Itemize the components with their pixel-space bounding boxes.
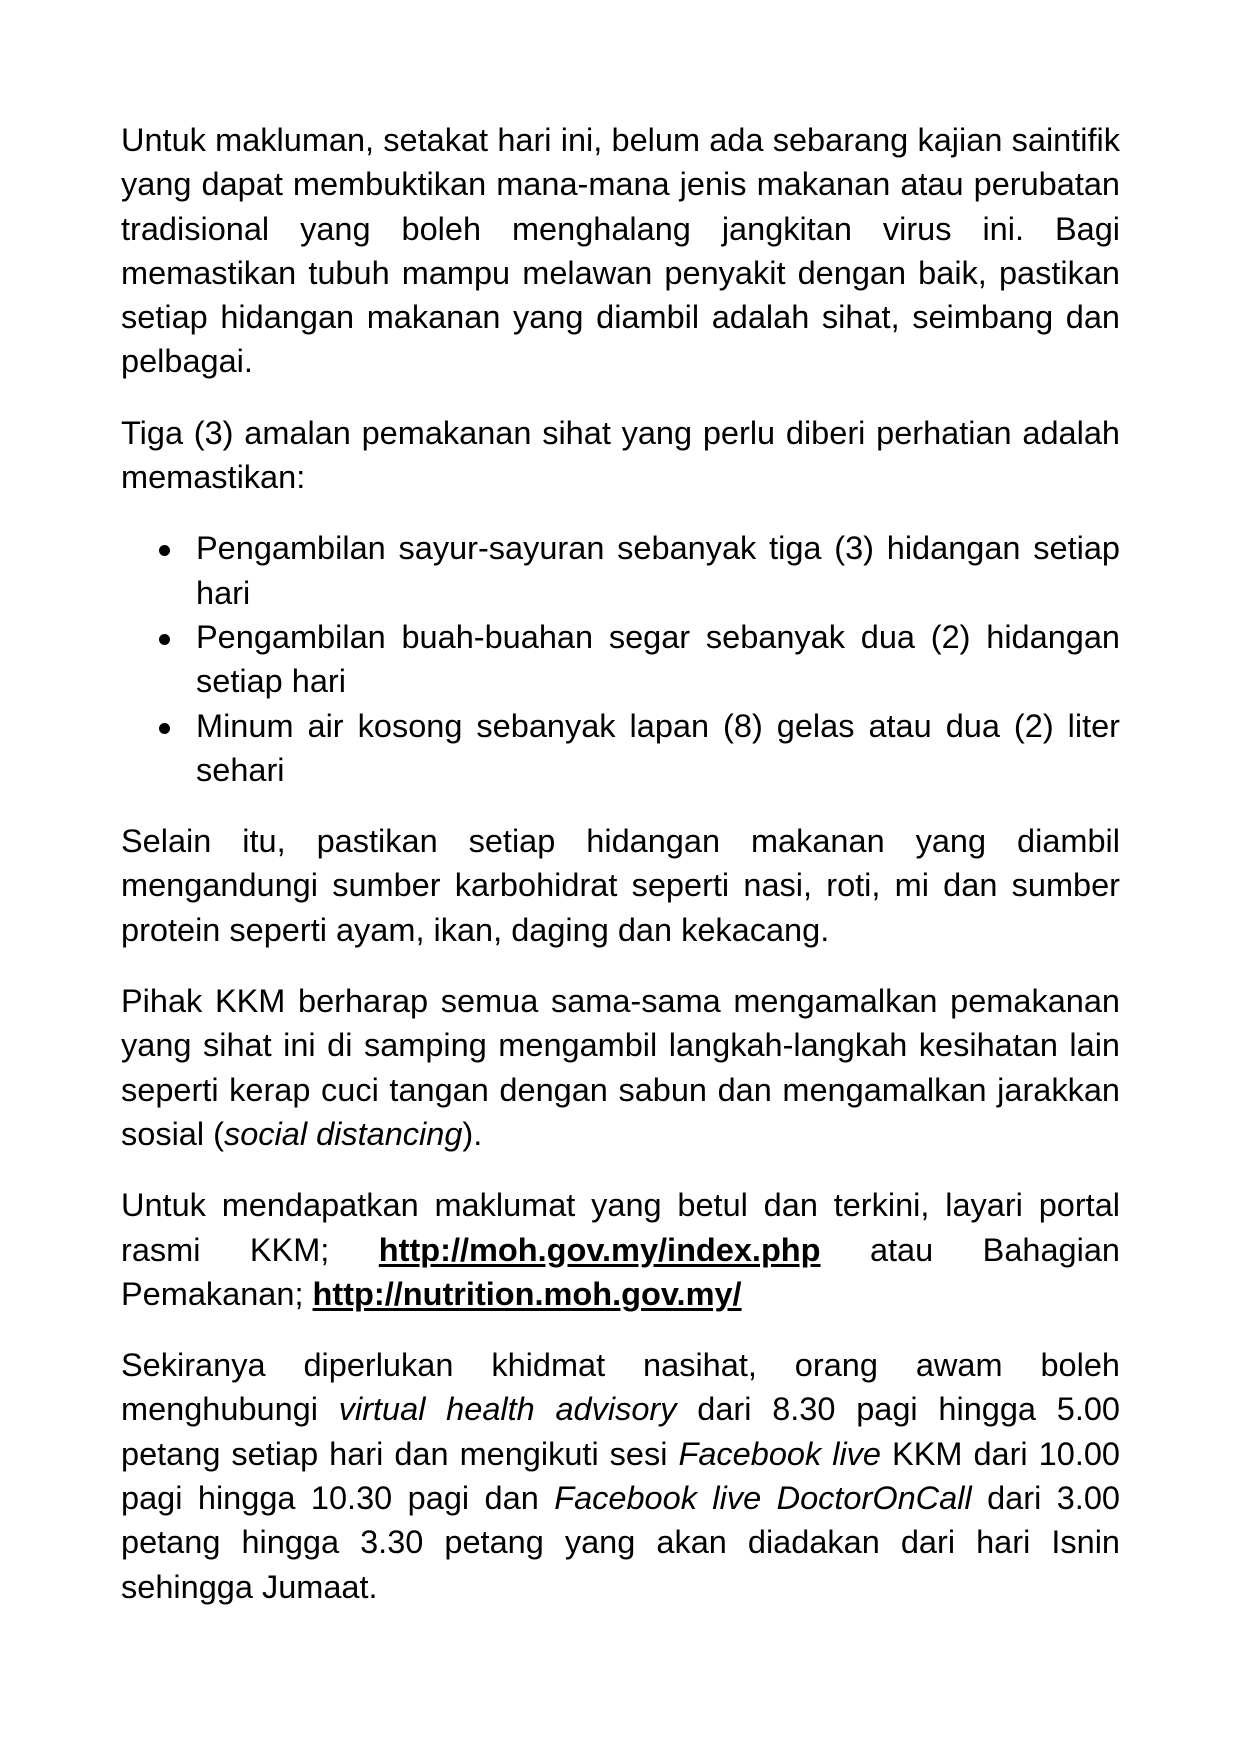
bullet-icon [159, 723, 170, 734]
paragraph-text: ). [462, 1115, 483, 1152]
paragraph-advisory-info [121, 1343, 1120, 1609]
paragraph-text: dari 8.30 pagi hingga 5.00 petang setiap hari dan mengikuti sesi [121, 1391, 1121, 1472]
paragraph-text: dari 3.00 petang hingga 3.30 petang yang akan diadakan dari hari Isnin sehingga Jumaat. [121, 1480, 1120, 1605]
italic-term: social distancing [223, 1115, 463, 1152]
bullet-icon [159, 545, 170, 556]
italic-term: Facebook live DoctorOnCall [554, 1480, 972, 1517]
bullet-icon [159, 634, 170, 645]
list-item-text: Pengambilan buah-buahan segar sebanyak dua (2) hidangan setiap hari [196, 618, 1120, 700]
italic-term: virtual health advisory [338, 1391, 677, 1428]
paragraph-text: atau Bahagian Pemakanan; [121, 1231, 1120, 1312]
paragraph-portal-info [121, 1183, 1120, 1316]
list-item [121, 704, 1120, 793]
list-item-text: Pengambilan sayur-sayuran sebanyak tiga (3) hidangan setiap hari [196, 530, 1120, 611]
italic-term: Facebook live [678, 1435, 882, 1472]
paragraph-text: Untuk mendapatkan maklumat yang betul dan terkini, layari portal rasmi KKM; [121, 1187, 1120, 1268]
moh-portal-link[interactable]: http://moh.gov.my/index.php [378, 1231, 821, 1268]
paragraph-text: Sekiranya diperlukan khidmat nasihat, orang awam boleh menghubungi [121, 1347, 1120, 1428]
document-page [121, 118, 1120, 1609]
paragraph-text: KKM dari 10.00 pagi hingga 10.30 pagi dan [121, 1435, 1120, 1517]
paragraph-practices-intro: Tiga (3) amalan pemakanan sihat yang perlu diberi perhatian adalah memastikan: [121, 414, 1120, 496]
list-item-text: Minum air kosong sebanyak lapan (8) gelas atau dua (2) liter sehari [196, 707, 1120, 788]
list-item [121, 615, 1120, 704]
paragraph-text: Pihak KKM berharap semua sama-sama mengamalkan pemakanan yang sihat ini di samping mengambil langkah-langkah kesihatan lain seperti kerap cuci tangan dengan sabun dan mengamalkan jarakkan sosial ( [121, 983, 1120, 1152]
nutrition-portal-link[interactable]: http://nutrition.moh.gov.my/ [312, 1275, 742, 1312]
paragraph-kkm-hope [121, 979, 1120, 1156]
healthy-practices-list [121, 526, 1120, 792]
list-item [121, 526, 1120, 615]
paragraph-food-sources: Selain itu, pastikan setiap hidangan makanan yang diambil mengandungi sumber karbohidrat seperti nasi, roti, mi dan sumber protein seperti ayam, ikan, daging dan kekacang. [121, 823, 1120, 948]
paragraph-intro: Untuk makluman, setakat hari ini, belum ada sebarang kajian saintifik yang dapat membuktikan mana-mana jenis makanan atau perubatan tradisional yang boleh menghalang jangkitan virus ini. Bagi memastikan tubuh mampu melawan penyakit dengan baik, pastikan setiap hidangan makanan yang diambil adalah sihat, seimbang dan pelbagai. [121, 122, 1120, 380]
